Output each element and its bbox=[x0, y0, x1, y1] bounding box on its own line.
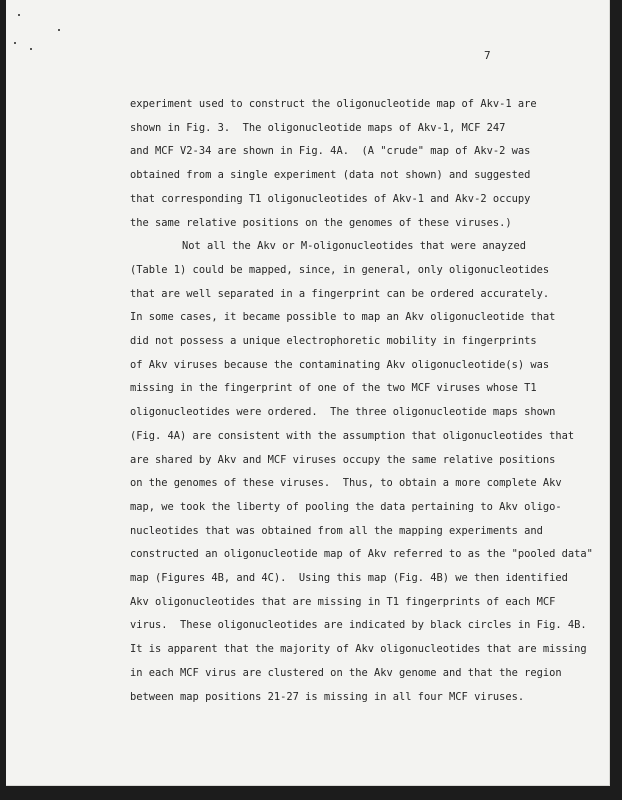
text-line: shown in Fig. 3. The oligonucleotide maps of Akv-1, MCF 247 bbox=[130, 121, 506, 134]
text-line: constructed an oligonucleotide map of Akv referred to as the "pooled data" bbox=[130, 548, 593, 561]
text-line: virus. These oligonucleotides are indicated by black circles in Fig. 4B. bbox=[130, 619, 587, 632]
text-line: on the genomes of these viruses. Thus, to obtain a more complete Akv bbox=[130, 477, 562, 490]
text-line: that corresponding T1 oligonucleotides of Akv-1 and Akv-2 occupy bbox=[130, 192, 531, 205]
text-line: missing in the fingerprint of one of the two MCF viruses whose T1 bbox=[130, 382, 537, 395]
text-line: and MCF V2-34 are shown in Fig. 4A. (A "crude" map of Akv-2 was bbox=[130, 145, 531, 158]
paragraph-start-line: Not all the Akv or M-oligonucleotides that were anayzed bbox=[182, 240, 527, 253]
text-line: It is apparent that the majority of Akv oligonucleotides that are missing bbox=[130, 643, 587, 656]
text-line: experiment used to construct the oligonucleotide map of Akv-1 are bbox=[130, 98, 537, 110]
text-line: between map positions 21-27 is missing in all four MCF viruses. bbox=[130, 690, 525, 703]
text-line: of Akv viruses because the contaminating Akv oligonucleotide(s) was bbox=[130, 358, 550, 371]
text-line: are shared by Akv and MCF viruses occupy the same relative positions bbox=[130, 453, 556, 466]
text-line: obtained from a single experiment (data not shown) and suggested bbox=[130, 169, 531, 182]
text-line: the same relative positions on the genomes of these viruses.) bbox=[130, 216, 512, 229]
page-number: 7 bbox=[484, 49, 491, 62]
text-line: in each MCF virus are clustered on the Akv genome and that the region bbox=[130, 666, 562, 679]
text-line: did not possess a unique electrophoretic mobility in fingerprints bbox=[130, 335, 537, 348]
text-line: oligonucleotides were ordered. The three oligonucleotide maps shown bbox=[130, 406, 556, 419]
text-line: that are well separated in a fingerprint can be ordered accurately. bbox=[130, 287, 550, 300]
scan-speck bbox=[58, 29, 60, 31]
text-line: nucleotides that was obtained from all the mapping experiments and bbox=[130, 524, 543, 537]
body-text bbox=[130, 93, 593, 709]
text-line: map, we took the liberty of pooling the data pertaining to Akv oligo- bbox=[130, 500, 562, 513]
document-page bbox=[6, 0, 610, 786]
text-line: map (Figures 4B, and 4C). Using this map (Fig. 4B) we then identified bbox=[130, 572, 568, 585]
text-line: In some cases, it became possible to map an Akv oligonucleotide that bbox=[130, 311, 556, 324]
text-line: (Fig. 4A) are consistent with the assumption that oligonucleotides that bbox=[130, 429, 575, 442]
scan-speck bbox=[18, 14, 20, 16]
text-line: Akv oligonucleotides that are missing in T1 fingerprints of each MCF bbox=[130, 595, 556, 608]
scan-speck bbox=[14, 42, 16, 44]
text-line: (Table 1) could be mapped, since, in general, only oligonucleotides bbox=[130, 263, 550, 276]
scan-speck bbox=[30, 48, 32, 50]
